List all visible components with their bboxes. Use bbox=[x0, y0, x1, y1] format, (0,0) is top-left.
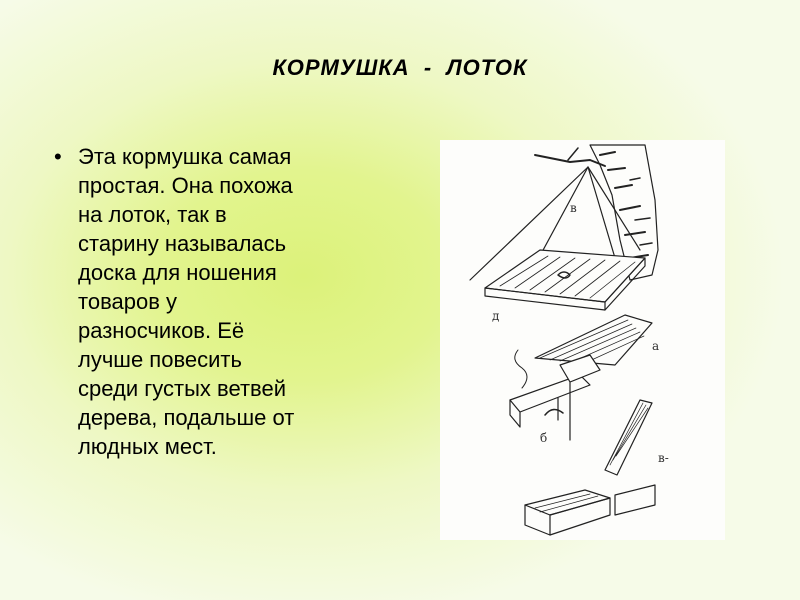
label-rail: в- bbox=[658, 451, 669, 465]
bullet-line: старину называлась bbox=[78, 231, 287, 256]
bullet-list bbox=[48, 142, 398, 461]
tray-feeder bbox=[485, 250, 645, 310]
bullet-line: Эта кормушка самая bbox=[78, 144, 292, 169]
bullet-line: разносчиков. Её bbox=[78, 318, 245, 343]
bullet-line: на лоток, так в bbox=[78, 202, 227, 227]
label-joint: б bbox=[540, 431, 548, 445]
board-piece bbox=[535, 315, 652, 365]
bottom-block bbox=[525, 485, 655, 535]
label-tray: д bbox=[492, 309, 500, 323]
feeder-drawing bbox=[440, 140, 725, 540]
slide-title: КОРМУШКА - ЛОТОК bbox=[272, 55, 528, 80]
bullet-line: людных мест. bbox=[78, 434, 217, 459]
bullet-line: среди густых ветвей bbox=[78, 376, 286, 401]
bullet-line: товаров у bbox=[78, 289, 178, 314]
label-hanger: в bbox=[570, 201, 577, 215]
label-board: а bbox=[652, 339, 660, 353]
joint-detail bbox=[510, 350, 600, 440]
bullet-line: дерева, подальше от bbox=[78, 405, 295, 430]
bullet-line: доска для ношения bbox=[78, 260, 277, 285]
list-item bbox=[48, 142, 398, 461]
bullet-line: лучше повесить bbox=[78, 347, 242, 372]
rail-piece bbox=[605, 400, 652, 475]
feeder-illustration bbox=[440, 140, 725, 540]
bullet-icon: • bbox=[54, 144, 62, 169]
bullet-line: простая. Она похожа bbox=[78, 173, 293, 198]
